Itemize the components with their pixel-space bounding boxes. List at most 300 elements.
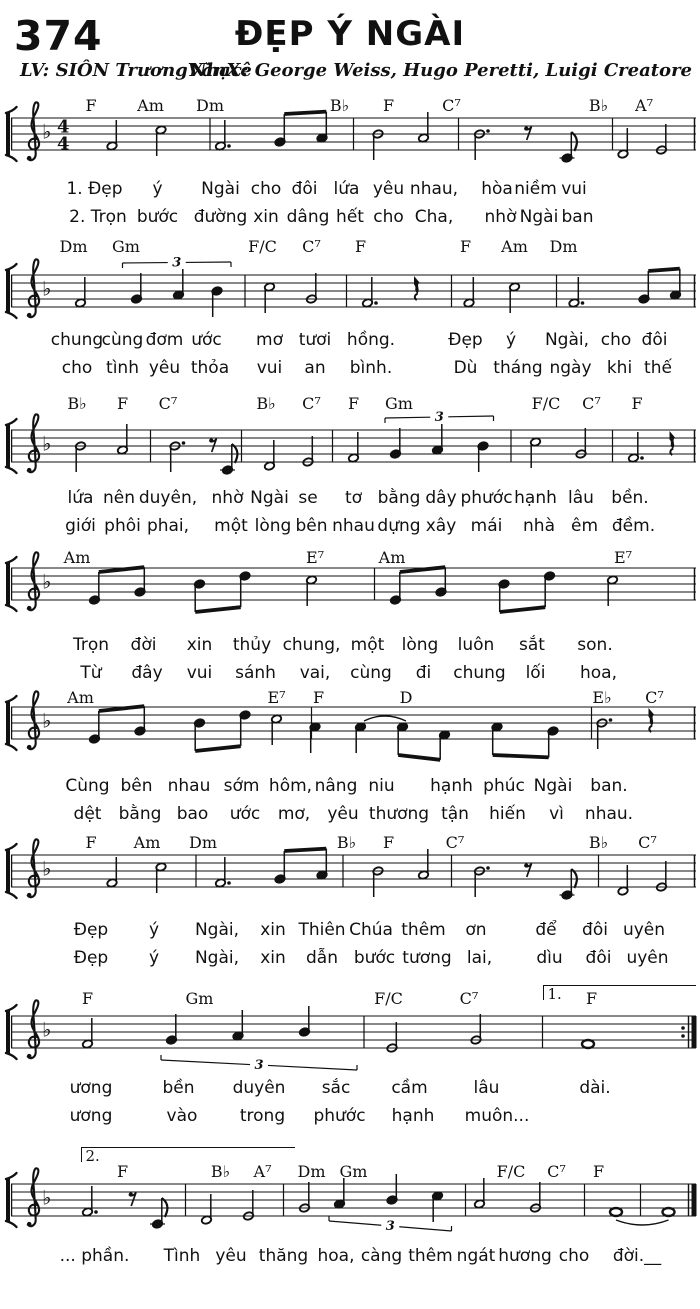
lyric-word: dệt [73, 804, 102, 824]
beam [648, 269, 680, 271]
time-signature-bottom: 4 [57, 133, 70, 155]
lyric-word: vai, [299, 663, 331, 683]
chord-label: C⁷ [445, 833, 465, 852]
lyric-word: Ngài [250, 488, 289, 508]
beam [398, 755, 440, 760]
system-bracket [6, 269, 10, 313]
lyric-word: bền. [611, 488, 649, 508]
composer-credit: Nhạc: George Weiss, Hugo Peretti, Luigi Creatore [189, 60, 692, 81]
chord-label: B♭ [588, 96, 609, 115]
chord-label: Am [67, 688, 94, 707]
lyric-word: lâu [568, 488, 594, 508]
lyric-word: lòng [401, 635, 439, 655]
lyric-word: đôi [641, 330, 668, 350]
lyric-word: vui [561, 179, 587, 199]
chord-label: A⁷ [635, 96, 653, 115]
lyric-word: thế [644, 358, 672, 378]
lyric-word: cho [250, 179, 282, 199]
lyric-word: vui [186, 663, 213, 683]
lyric-word: an [304, 358, 326, 378]
lyric-word: ý [152, 179, 163, 199]
chord-label: Dm [189, 833, 217, 852]
augmentation-dot [94, 1210, 98, 1214]
lyric-word: thủy [232, 635, 272, 655]
lyric-word: ban [561, 207, 594, 227]
system-bracket [6, 1010, 10, 1054]
lyric-word: thêm [401, 920, 446, 940]
lyric-word: son. [577, 635, 613, 655]
lyric-word: Thiên [298, 920, 346, 940]
augmentation-dot [486, 866, 490, 870]
lyric-word: hồng. [346, 330, 396, 350]
chord-label: C⁷ [638, 833, 657, 852]
lyric-word: càng [360, 1246, 403, 1266]
key-flat-sign: ♭ [42, 569, 52, 594]
lyric-word: đường [193, 207, 248, 227]
lyric-word: hiến [489, 804, 526, 824]
treble-clef-icon [28, 691, 39, 749]
lyric-word: tơ [344, 488, 363, 508]
treble-clef-icon [28, 102, 39, 160]
chord-label: A⁷ [253, 1162, 272, 1181]
augmentation-dot [227, 881, 231, 885]
chord-label: D [399, 688, 413, 707]
lyric-word: chung [453, 663, 506, 683]
triplet-number: 3 [434, 410, 444, 425]
chord-label: Gm [385, 394, 413, 413]
staff-system [0, 68, 700, 193]
lyric-word: chung, [282, 635, 341, 655]
lyric-word: hạnh [430, 776, 473, 796]
lyric-word: đơm [145, 330, 184, 350]
lyric-word: Ngài [519, 207, 559, 227]
lyric-word: niềm [514, 179, 557, 199]
lyric-word: chung [50, 330, 104, 350]
treble-clef-icon [28, 414, 39, 472]
chord-label: B♭ [210, 1162, 231, 1181]
treble-clef-dot [27, 745, 32, 750]
lyric-word: vui [256, 358, 283, 378]
treble-clef-dot [27, 606, 32, 611]
beam [284, 112, 326, 114]
treble-clef-dot [27, 1222, 32, 1227]
chord-label: E♭ [592, 688, 612, 707]
lyric-word: sắc [321, 1078, 351, 1098]
lyric-word: niu [368, 776, 395, 796]
chord-label: Am [501, 237, 528, 256]
chord-label: C⁷ [302, 237, 321, 256]
lyric-word: Tình [163, 1246, 201, 1266]
chord-label: Gm [185, 989, 214, 1008]
page-title: ĐẸP Ý NGÀI [234, 14, 466, 54]
lyric-word: 2. Trọn [69, 207, 127, 227]
lyric-word: nâng [314, 776, 358, 796]
staff-system [0, 805, 700, 930]
lyric-word: vì [549, 804, 564, 824]
lyric-word: dìu [536, 948, 563, 968]
lyric-word: lối [525, 663, 546, 683]
chord-label: Dm [297, 1162, 326, 1181]
lyric-word: nên [102, 488, 136, 508]
lyric-word: một [350, 635, 385, 655]
system-bracket [6, 701, 10, 745]
lyric-word: mái [470, 516, 503, 536]
chord-label: F/C [248, 237, 277, 256]
lyric-word: se [298, 488, 318, 508]
volta-number: 1. [547, 985, 562, 1003]
lyric-word: Cùng [65, 776, 110, 796]
lyric-word: nhờ [211, 488, 244, 508]
system-bracket [6, 424, 10, 468]
chord-label: F [585, 989, 598, 1008]
staff-system [0, 518, 700, 643]
lyric-word: cùng [101, 330, 144, 350]
lyric-word: ương [69, 1106, 113, 1126]
augmentation-dot [374, 301, 378, 305]
lyric-word: đời [130, 635, 157, 655]
chord-label: F [382, 96, 395, 115]
lyric-word: khi [606, 358, 633, 378]
lyric-word: nhau. [584, 804, 634, 824]
chord-label: F/C [531, 394, 561, 413]
lyric-word: đời.__ [612, 1246, 662, 1266]
lyric-word: ý [148, 948, 160, 968]
lyric-word: đềm. [611, 516, 656, 536]
lyric-word: sắt [519, 635, 545, 655]
repeat-dot [681, 1034, 685, 1038]
final-thick-barline [692, 1184, 697, 1216]
system-bracket [6, 1178, 10, 1222]
chord-label: Am [378, 548, 406, 567]
chord-label: E⁷ [613, 548, 633, 567]
chord-label: B♭ [336, 833, 357, 852]
key-flat-sign: ♭ [42, 708, 52, 733]
lyric-word: lứa [333, 179, 360, 199]
volta-bracket [543, 985, 697, 1003]
treble-clef-icon [28, 839, 39, 897]
lyric-word: ước [229, 804, 261, 824]
time-signature-top: 4 [57, 116, 70, 138]
volta-bracket [81, 1147, 296, 1165]
lyric-word: dâng [286, 207, 330, 227]
tie [364, 716, 406, 721]
lyric-word: tháng [493, 358, 543, 378]
chord-label: F [85, 96, 97, 115]
whole-note [663, 1208, 675, 1216]
lyric-word: tình [106, 358, 139, 378]
chord-label: Dm [549, 237, 578, 256]
lyric-word: xin [186, 635, 213, 655]
chord-label: B♭ [67, 394, 87, 413]
lyric-word: phúc [483, 776, 525, 796]
chord-label: Gm [112, 237, 140, 256]
lyric-word: yêu [148, 358, 181, 378]
repeat-dot [681, 1026, 685, 1030]
chord-label: C⁷ [302, 394, 321, 413]
lyric-word: lâu [473, 1078, 500, 1098]
chord-label: F [354, 237, 367, 256]
lyric-word: ương [69, 1078, 113, 1098]
lyric-word: hương [498, 1246, 552, 1266]
quarter-rest [670, 431, 676, 455]
lyric-word: Ngài, [194, 920, 240, 940]
treble-clef-icon [28, 552, 39, 610]
system-bracket [6, 112, 10, 156]
triplet-bracket [399, 1227, 451, 1231]
lyric-word: đi [415, 663, 432, 683]
lyric-word: phai, [146, 516, 190, 536]
lyric-word: xin [253, 207, 279, 227]
beam [500, 607, 546, 612]
lyric-word: mơ [256, 330, 283, 350]
chord-label: B♭ [588, 833, 609, 852]
lyric-word: bên [120, 776, 153, 796]
lyric-word: tận [441, 804, 469, 824]
lyric-word: hôm, [268, 776, 313, 796]
lyric-word: giới [65, 516, 96, 536]
treble-clef-icon [28, 259, 39, 317]
lyric-word: Dù [453, 358, 478, 378]
lyric-word: hoa, [580, 663, 617, 683]
lyricist-credit: LV: SIÔN TrươngVănXê [20, 60, 252, 81]
lyric-word: cho [373, 207, 404, 227]
lyric-word: yêu [327, 804, 359, 824]
chord-label: F [459, 237, 472, 256]
triplet-number: 3 [254, 1058, 264, 1073]
lyric-word: xin [260, 948, 286, 968]
key-flat-sign: ♭ [42, 1017, 52, 1042]
chord-label: F [347, 394, 360, 413]
quarter-rest [414, 276, 420, 300]
lyric-word: Chúa [349, 920, 393, 940]
lyric-word: sánh [235, 663, 276, 683]
lyric-word: êm [570, 516, 599, 536]
lyric-word: dẫn [306, 948, 338, 968]
lyric-word: Đẹp [448, 330, 483, 350]
lyric-word: lai, [466, 948, 493, 968]
lyric-word: ý [148, 920, 160, 940]
lyric-word: Từ [80, 663, 102, 683]
lyric-word: trong [239, 1106, 286, 1126]
treble-clef-icon [28, 1000, 39, 1058]
lyric-word: bằng [377, 488, 421, 508]
lyric-word: hòa [481, 179, 513, 199]
lyric-word: nhà [523, 516, 555, 536]
lyric-word: cho [600, 330, 632, 350]
lyric-word: lòng [254, 516, 292, 536]
hymn-number: 374 [14, 12, 103, 60]
chord-label: Dm [59, 237, 88, 256]
chord-label: C⁷ [582, 394, 601, 413]
chord-label: E⁷ [267, 688, 286, 707]
lyric-word: để [535, 920, 557, 940]
treble-clef-dot [27, 893, 32, 898]
final-thick-barline [692, 1016, 697, 1048]
key-flat-sign: ♭ [42, 431, 52, 456]
chord-label: F/C [374, 989, 403, 1008]
augmentation-dot [609, 718, 613, 722]
triplet-bracket [329, 1221, 381, 1225]
lyric-word: dài. [579, 1078, 611, 1098]
lyric-word: bước [353, 948, 396, 968]
chord-label: Am [63, 548, 91, 567]
quarter-rest [649, 708, 655, 732]
lyric-word: bền [162, 1078, 195, 1098]
lyric-word: nhau [167, 776, 211, 796]
lyric-word: Đẹp [73, 920, 109, 940]
lyric-word: bằng [118, 804, 162, 824]
lyric-word: Đẹp [73, 948, 109, 968]
lyric-word: ban. [590, 776, 628, 796]
beam [195, 746, 241, 751]
lyric-word: thêm [408, 1246, 453, 1266]
whole-note [582, 1040, 594, 1048]
lyric-word: Cha, [414, 207, 454, 227]
lyric-word: muôn... [464, 1106, 530, 1126]
chord-label: C⁷ [645, 688, 664, 707]
eighth-rest [129, 1192, 136, 1206]
lyric-word: cho [558, 1246, 590, 1266]
lyric-word: hạnh [391, 1106, 435, 1126]
chord-label: Am [137, 96, 164, 115]
augmentation-dot [486, 129, 490, 133]
lyric-word: hoa, [317, 1246, 355, 1266]
chord-label: F [312, 688, 325, 707]
lyric-word: bước [136, 207, 179, 227]
lyric-word: đây [131, 663, 163, 683]
treble-clef-dot [27, 313, 32, 318]
lyric-word: xin [260, 920, 286, 940]
staff-system [0, 657, 700, 782]
key-flat-sign: ♭ [42, 1185, 52, 1210]
lyric-word: ơn [465, 920, 487, 940]
lyric-word: tươi [298, 330, 332, 350]
chord-label: C⁷ [158, 394, 178, 413]
lyric-word: nhau, [409, 179, 459, 199]
lyric-word: mơ, [277, 804, 311, 824]
lyric-word: lứa [67, 488, 94, 508]
lyric-word: luôn [457, 635, 495, 655]
lyric-word: duyên [232, 1078, 286, 1098]
chord-label: C⁷ [442, 96, 461, 115]
chord-label: F [85, 833, 97, 852]
chord-label: Gm [339, 1162, 368, 1181]
key-flat-sign: ♭ [42, 856, 52, 881]
lyric-word: nhau [332, 516, 375, 536]
lyric-word: 1. Đẹp [66, 179, 123, 199]
lyric-word: cho [61, 358, 93, 378]
beam [195, 607, 241, 612]
lyric-word: đôi [585, 948, 612, 968]
lyric-word: ước [191, 330, 222, 350]
lyric-word: bao [176, 804, 209, 824]
lyric-word: ý [505, 330, 517, 350]
chord-label: B♭ [256, 394, 276, 413]
lyric-word: đôi [291, 179, 318, 199]
treble-clef-dot [27, 1054, 32, 1059]
chord-label: F [592, 1162, 605, 1181]
lyric-word: dựng [377, 516, 421, 536]
triplet-bracket [448, 416, 493, 417]
lyric-word: ngày [549, 358, 592, 378]
chord-label: F [81, 989, 94, 1008]
chord-label: E⁷ [305, 548, 325, 567]
chord-label: F [631, 394, 643, 413]
augmentation-dot [581, 301, 585, 305]
volta-number: 2. [85, 1147, 100, 1165]
lyric-word: phôi [104, 516, 141, 536]
lyric-word: yêu [372, 179, 405, 199]
lyric-word: Ngài [533, 776, 573, 796]
triplet-bracket [385, 417, 430, 418]
treble-clef-icon [28, 1168, 39, 1226]
lyric-word: vào [166, 1106, 198, 1126]
triplet-number: 3 [385, 1219, 395, 1234]
tie [616, 1220, 669, 1225]
lyric-word: uyên [622, 920, 666, 940]
chord-label: F [116, 394, 129, 413]
system-bracket [6, 849, 10, 893]
key-flat-sign: ♭ [42, 276, 52, 301]
lyric-word: xây [425, 516, 457, 536]
chord-label: F [116, 1162, 129, 1181]
lyric-word: tương [402, 948, 452, 968]
chord-label: C⁷ [459, 989, 479, 1008]
lyric-word: Ngài, [544, 330, 590, 350]
chord-label: Am [133, 833, 161, 852]
triplet-bracket [268, 1065, 357, 1070]
lyric-word: hạnh [514, 488, 557, 508]
lyric-word: yêu [215, 1246, 247, 1266]
augmentation-dot [182, 441, 186, 445]
lyric-word: hết [336, 207, 364, 227]
lyric-word: một [214, 516, 248, 536]
lyric-word: bình. [349, 358, 393, 378]
chord-label: B♭ [329, 96, 350, 115]
augmentation-dot [640, 456, 644, 460]
beam [493, 755, 549, 757]
lyric-word: ngát [456, 1246, 496, 1266]
eighth-rest [524, 863, 531, 877]
beam [284, 849, 326, 851]
lyric-word: ... phần. [59, 1246, 130, 1266]
treble-clef-dot [27, 156, 32, 161]
lyric-word: thăng [258, 1246, 309, 1266]
eighth-rest [209, 438, 216, 452]
key-flat-sign: ♭ [42, 119, 52, 144]
lyric-word: đôi [582, 920, 608, 940]
lyric-word: Ngài, [194, 948, 240, 968]
chord-label: Dm [196, 96, 224, 115]
triplet-bracket [161, 1060, 250, 1065]
lyric-word: uyên [626, 948, 669, 968]
lyric-word: Trọn [72, 635, 110, 655]
chord-label: C⁷ [547, 1162, 566, 1181]
lyric-word: Ngài [201, 179, 240, 199]
chord-label: F/C [496, 1162, 526, 1181]
lyric-word: phước [460, 488, 513, 508]
lyric-word: sớm [223, 776, 260, 796]
lyric-word: phước [313, 1106, 366, 1126]
system-bracket [6, 562, 10, 606]
lyric-word: cùng [350, 663, 392, 683]
treble-clef-dot [27, 468, 32, 473]
lyric-word: dây [425, 488, 457, 508]
eighth-rest [524, 126, 531, 140]
whole-note [610, 1208, 622, 1216]
triplet-number: 3 [172, 255, 182, 271]
chord-label: F [382, 833, 395, 852]
